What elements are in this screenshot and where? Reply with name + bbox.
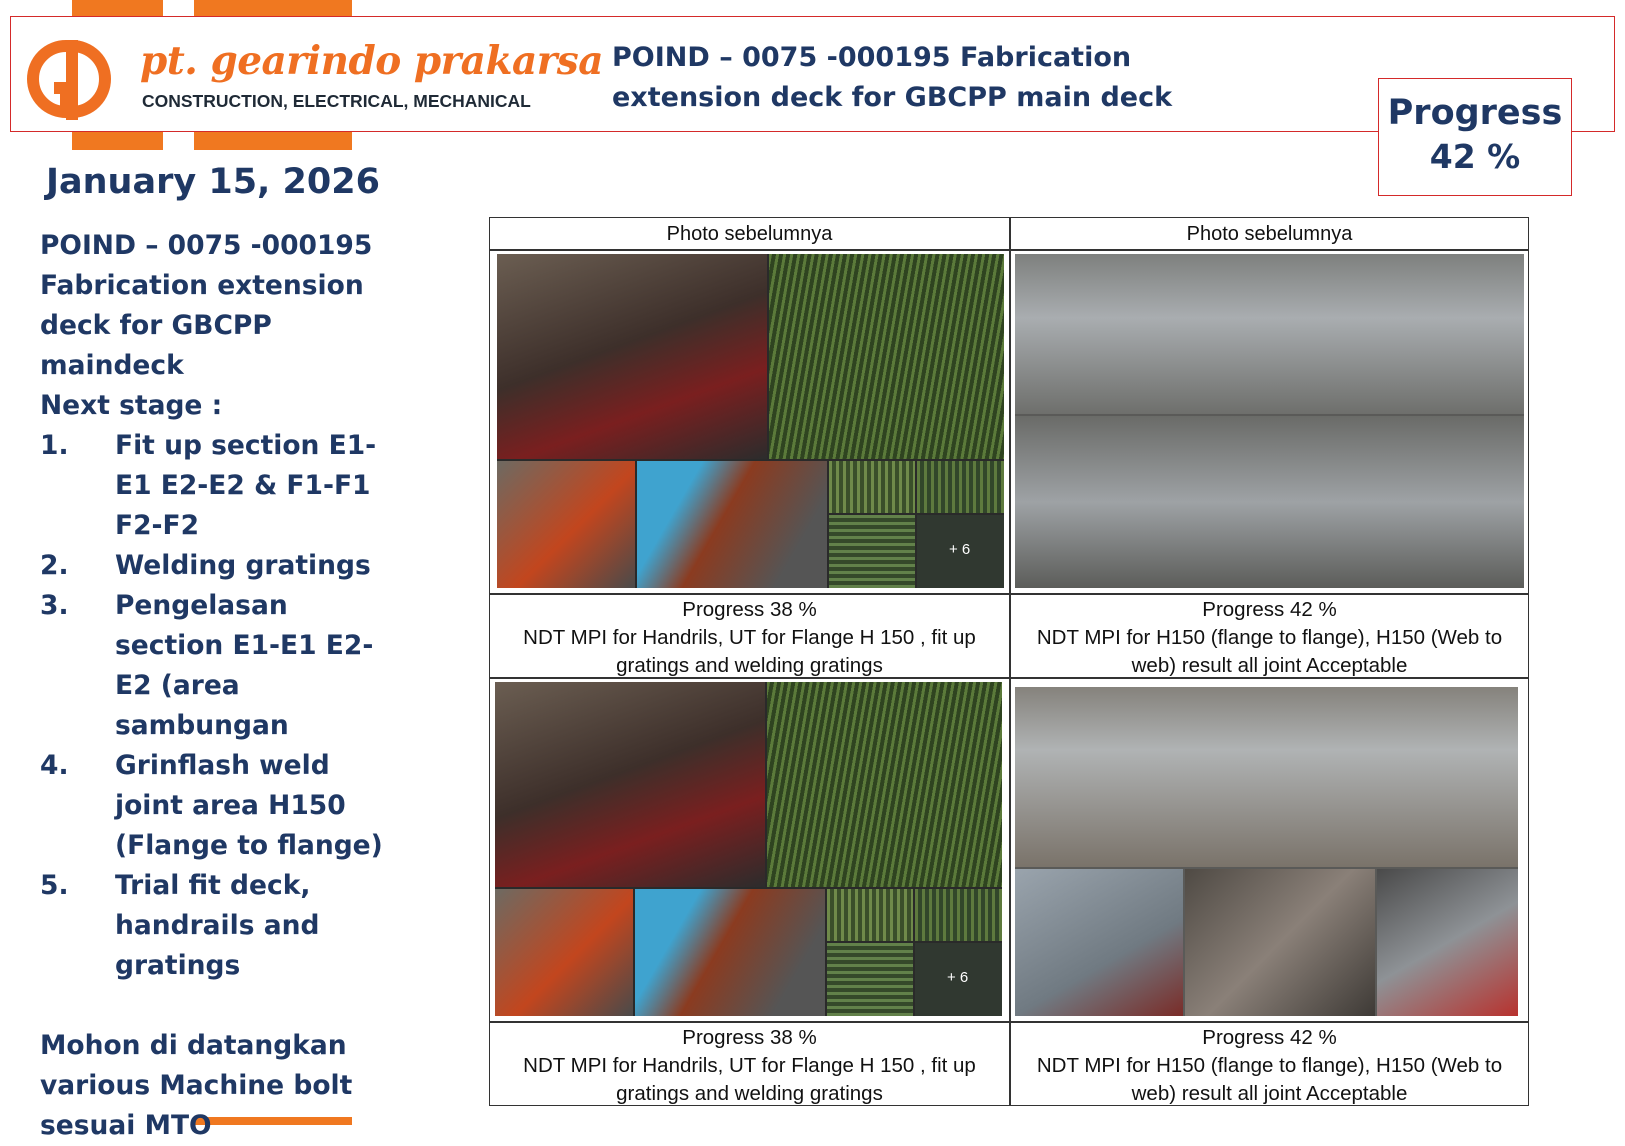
header-title xyxy=(612,38,1252,118)
caption-left-1 xyxy=(490,594,1009,677)
caption-left-2 xyxy=(490,1022,1009,1106)
company-logo-icon xyxy=(18,38,120,120)
caption-progress: Progress 42 % xyxy=(1202,1026,1337,1049)
next-stage-list xyxy=(40,426,410,986)
next-stage-label: Next stage : xyxy=(40,390,223,421)
progress-box xyxy=(1378,78,1572,196)
photo-more-tile[interactable] xyxy=(915,943,1002,1016)
photo-collage-right-2[interactable] xyxy=(1015,687,1518,1016)
photo-more-tile[interactable] xyxy=(917,515,1004,588)
more-photos-badge: + 6 xyxy=(949,541,971,558)
orange-bar-top-mid xyxy=(194,0,352,16)
company-name: pt. gearindo prakarsa xyxy=(140,38,604,84)
list-item xyxy=(40,426,410,546)
list-item xyxy=(40,546,410,586)
step-text: Grinflash weld joint area H150 (Flange to flange) xyxy=(115,750,383,861)
photo-marking-steel xyxy=(1015,869,1183,1016)
project-line-2: Fabrication extension xyxy=(40,270,364,301)
header-title-line-1: POIND – 0075 -000195 Fabrication xyxy=(612,42,1132,73)
photo-grating-detail xyxy=(915,889,1002,941)
caption-description: NDT MPI for H150 (flange to flange), H150 (Web to web) result all joint Acceptable xyxy=(1036,626,1503,677)
project-line-3: deck for GBCPP xyxy=(40,310,272,341)
photo-grating-detail xyxy=(827,943,913,1016)
project-line-4: maindeck xyxy=(40,350,184,381)
column-header-right: Photo sebelumnya xyxy=(1186,223,1353,245)
request-note: Mohon di datangkan various Machine bolt sesuai MTO xyxy=(40,1030,353,1141)
list-item xyxy=(40,746,410,866)
caption-description: NDT MPI for Handrils, UT for Flange H 150 , fit up gratings and welding gratings xyxy=(523,1054,976,1105)
step-text: Pengelasan section E1-E1 E2-E2 (area sambungan xyxy=(115,590,374,741)
photo-collage-right-1[interactable] xyxy=(1015,254,1524,588)
step-number: 3. xyxy=(40,590,69,621)
caption-progress: Progress 38 % xyxy=(682,598,817,621)
caption-progress: Progress 42 % xyxy=(1202,598,1337,621)
caption-description: NDT MPI for H150 (flange to flange), H150 (Web to web) result all joint Acceptable xyxy=(1036,1054,1503,1105)
photo-collage-left-2[interactable] xyxy=(495,682,1002,1016)
left-panel xyxy=(40,226,410,1146)
step-text: Welding gratings xyxy=(115,550,371,581)
step-text: Fit up section E1-E1 E2-E2 & F1-F1 F2-F2 xyxy=(115,430,377,541)
photo-welding-machine xyxy=(495,889,633,1016)
photo-steel-frame-assembled xyxy=(1015,687,1518,867)
orange-bar-under-left xyxy=(72,132,163,150)
progress-value: 42 % xyxy=(1429,137,1521,176)
caption-description: NDT MPI for Handrils, UT for Flange H 150 , fit up gratings and welding gratings xyxy=(523,626,976,677)
caption-right-2 xyxy=(1010,1022,1529,1106)
photo-steel-frame-top xyxy=(1015,254,1524,414)
photo-grating-detail xyxy=(829,461,915,513)
photo-welding-machine xyxy=(497,461,635,588)
step-number: 2. xyxy=(40,550,69,581)
photo-collage-left-1[interactable] xyxy=(497,254,1004,588)
photo-welding-worker xyxy=(637,461,827,588)
photo-welder-operator xyxy=(497,254,767,459)
photo-grating-detail xyxy=(829,515,915,588)
step-number: 4. xyxy=(40,750,69,781)
photo-inspection-joint xyxy=(1377,869,1518,1016)
progress-label: Progress xyxy=(1387,93,1563,133)
project-line-1: POIND – 0075 -000195 xyxy=(40,230,373,261)
more-photos-badge: + 6 xyxy=(947,969,969,986)
orange-bar-under-mid xyxy=(194,132,352,150)
step-number: 5. xyxy=(40,870,69,901)
photo-welding-worker xyxy=(635,889,825,1016)
photo-grating-panels xyxy=(767,682,1002,887)
step-text: Trial fit deck, handrails and gratings xyxy=(115,870,320,981)
header-title-line-2: extension deck for GBCPP main deck xyxy=(612,82,1173,113)
list-item xyxy=(40,866,410,986)
company-tagline: CONSTRUCTION, ELECTRICAL, MECHANICAL xyxy=(142,91,531,111)
caption-progress: Progress 38 % xyxy=(682,1026,817,1049)
column-header-left: Photo sebelumnya xyxy=(666,223,833,245)
orange-bar-top-left xyxy=(72,0,163,16)
photo-grating-detail xyxy=(827,889,913,941)
step-number: 1. xyxy=(40,430,69,461)
row-divider-header xyxy=(490,249,1528,251)
caption-right-1 xyxy=(1010,594,1529,677)
photo-grating-panels xyxy=(769,254,1004,459)
list-item xyxy=(40,586,410,746)
photo-steel-frame-bottom xyxy=(1015,416,1524,588)
photo-grating-detail xyxy=(917,461,1004,513)
report-date: January 15, 2026 xyxy=(46,162,380,202)
photo-table xyxy=(489,217,1529,1106)
photo-welder-operator xyxy=(495,682,765,887)
photo-grinding-joint xyxy=(1185,869,1375,1016)
